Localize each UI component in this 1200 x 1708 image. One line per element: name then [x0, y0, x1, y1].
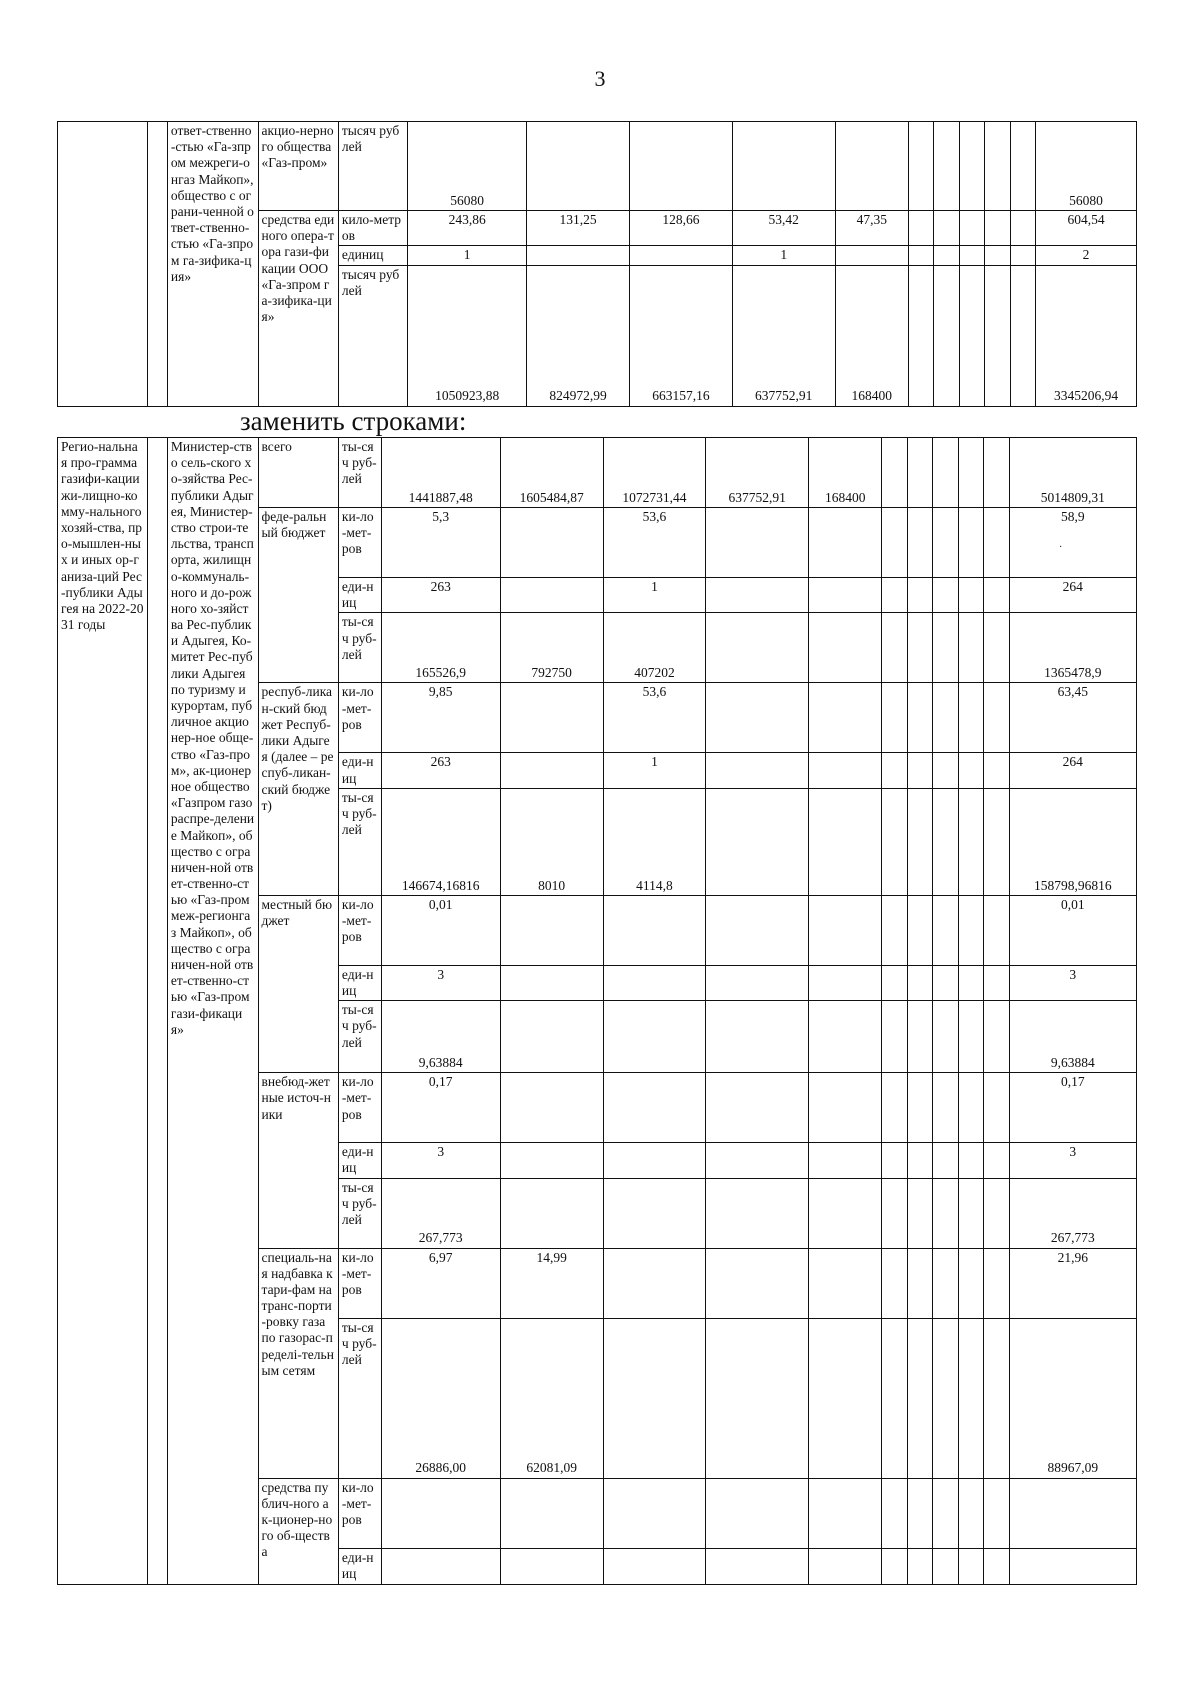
total-cell: 5014809,31 [1009, 438, 1136, 508]
unit-cell: ты-сяч руб-лей [338, 438, 381, 508]
unit-cell: ки-ло-мет-ров [338, 1248, 381, 1318]
value-cell: 56080 [408, 122, 527, 211]
table-replacement [57, 437, 1137, 1585]
unit-cell: еди-ниц [338, 753, 381, 788]
total-cell: 2 [1036, 246, 1137, 265]
source-federal: феде-ральный бюджет [258, 508, 338, 683]
executors: Министер-ство сель-ского хо-зяйства Рес-публики Адыгея, Министер-ство строи-тельства, транспорта, жилищно-коммуналь-ного и до-рожного хо-зяйства Рес-публики Адыгея, Ко-митет Рес-публики Адыгея по туризму и курортам, публичное акционер-ное обще-ство «Газ-пром», ак-ционерное общество «Газпром газораспре-деление Майкоп», общество с ограничен-ной ответ-ственно-стью «Газ-пром меж-регионгаз Майкоп», общество с ограничен-ной ответ-ственно-стью «Газ-пром гази-фикация» [167, 438, 258, 1585]
unit-cell: ты-сяч руб-лей [338, 1318, 381, 1478]
source-total: всего [258, 438, 338, 508]
value-cell: 0,17 [381, 1073, 500, 1143]
unit-cell: ки-ло-мет-ров [338, 1073, 381, 1143]
value-cell: 1 [603, 753, 706, 788]
value-cell: 5,3 [381, 508, 500, 578]
total-cell: 63,45 [1009, 683, 1136, 753]
source-special-surcharge: специаль-ная надбавка к тари-фам на транс-порти-ровку газа по газорас-пределi-тельным сетям [258, 1248, 338, 1478]
value-cell: 407202 [603, 613, 706, 683]
table-continuation [57, 121, 1137, 407]
value-cell: 47,35 [835, 211, 908, 246]
stray-mark: · [1059, 542, 1063, 553]
unit-cell: еди-ниц [338, 965, 381, 1000]
total-cell: 88967,09 [1009, 1318, 1136, 1478]
source-local: местный бюджет [258, 895, 338, 1072]
value-cell: 1 [603, 578, 706, 613]
program-name: Регио-нальная про-грамма газифи-кации жи-лищно-комму-нального хозяй-ства, про-мышлен-ных и иных ор-ганиза-ций Рес-публики Адыгея на 2022-2031 годы [58, 438, 148, 1585]
value-cell: 824972,99 [527, 265, 630, 406]
value-cell: 1605484,87 [500, 438, 603, 508]
value-cell: 4114,8 [603, 788, 706, 895]
source-operator: средства единого опера-тора гази-фикации ООО «Га-зпром га-зифика-ция» [258, 211, 338, 407]
unit-cell: тысяч рублей [338, 122, 407, 211]
value-cell: 131,25 [527, 211, 630, 246]
value-cell: 146674,16816 [381, 788, 500, 895]
value-cell: 1 [732, 246, 835, 265]
replace-heading: заменить строками: [240, 406, 467, 436]
value-cell: 53,6 [603, 683, 706, 753]
source-gazprom: акцио-нерного общества «Газ-пром» [258, 122, 338, 211]
unit-cell: еди-ниц [338, 1143, 381, 1178]
program-cell [58, 122, 148, 407]
total-cell: 21,96 [1009, 1248, 1136, 1318]
unit-cell: тысяч рублей [338, 265, 407, 406]
total-cell: 0,01 [1009, 895, 1136, 965]
value-cell: 168400 [809, 438, 882, 508]
unit-cell: еди-ниц [338, 1548, 381, 1584]
total-cell: 604,54 [1036, 211, 1137, 246]
total-cell: 58,9 [1009, 508, 1136, 578]
unit-cell: еди-ниц [338, 578, 381, 613]
total-cell: 267,773 [1009, 1178, 1136, 1248]
value-cell: 9,63884 [381, 1001, 500, 1073]
total-cell: 56080 [1036, 122, 1137, 211]
unit-cell: ки-ло-мет-ров [338, 895, 381, 965]
empty-cell [147, 122, 167, 407]
value-cell: 792750 [500, 613, 603, 683]
empty-cell [147, 438, 167, 1585]
total-cell: 9,63884 [1009, 1001, 1136, 1073]
total-cell: 3345206,94 [1036, 265, 1137, 406]
value-cell: 267,773 [381, 1178, 500, 1248]
value-cell: 6,97 [381, 1248, 500, 1318]
source-republic: респуб-ликан-ский бюджет Респуб-лики Адыгея (далее – респуб-ликан-ский бюджет) [258, 683, 338, 895]
unit-cell: ты-сяч руб-лей [338, 1001, 381, 1073]
value-cell: 663157,16 [630, 265, 733, 406]
unit-cell: единиц [338, 246, 407, 265]
value-cell: 637752,91 [732, 265, 835, 406]
total-cell: 1365478,9 [1009, 613, 1136, 683]
unit-cell: ты-сяч руб-лей [338, 613, 381, 683]
total-cell: 264 [1009, 753, 1136, 788]
value-cell: 14,99 [500, 1248, 603, 1318]
value-cell: 128,66 [630, 211, 733, 246]
unit-cell: ты-сяч руб-лей [338, 788, 381, 895]
value-cell: 263 [381, 753, 500, 788]
value-cell: 8010 [500, 788, 603, 895]
unit-cell: ки-ло-мет-ров [338, 508, 381, 578]
value-cell: 1050923,88 [408, 265, 527, 406]
value-cell: 3 [381, 965, 500, 1000]
value-cell: 263 [381, 578, 500, 613]
unit-cell: ты-сяч руб-лей [338, 1178, 381, 1248]
total-cell: 158798,96816 [1009, 788, 1136, 895]
value-cell: 0,01 [381, 895, 500, 965]
total-cell: 0,17 [1009, 1073, 1136, 1143]
page-number: 3 [594, 66, 606, 91]
source-pao: средства публич-ного ак-ционер-ного об-щества [258, 1478, 338, 1584]
total-cell: 264 [1009, 578, 1136, 613]
value-cell: 168400 [835, 265, 908, 406]
value-cell: 243,86 [408, 211, 527, 246]
unit-cell: ки-ло-мет-ров [338, 1478, 381, 1548]
executor-cell: ответ-ственно-стью «Га-зпром межреги-онгаз Майкоп», общество с ограни-ченной ответ-ственно-стью «Га-зпром га-зифика-ция» [167, 122, 258, 407]
total-cell: 3 [1009, 965, 1136, 1000]
source-extrabudget: внебюд-жетные источ-ники [258, 1073, 338, 1248]
value-cell: 53,6 [603, 508, 706, 578]
value-cell: 1 [408, 246, 527, 265]
value-cell: 9,85 [381, 683, 500, 753]
value-cell: 1072731,44 [603, 438, 706, 508]
unit-cell: ки-ло-мет-ров [338, 683, 381, 753]
value-cell: 26886,00 [381, 1318, 500, 1478]
value-cell: 1441887,48 [381, 438, 500, 508]
total-cell: 3 [1009, 1143, 1136, 1178]
value-cell: 53,42 [732, 211, 835, 246]
value-cell: 62081,09 [500, 1318, 603, 1478]
unit-cell: кило-метров [338, 211, 407, 246]
value-cell: 637752,91 [706, 438, 809, 508]
value-cell: 165526,9 [381, 613, 500, 683]
value-cell: 3 [381, 1143, 500, 1178]
